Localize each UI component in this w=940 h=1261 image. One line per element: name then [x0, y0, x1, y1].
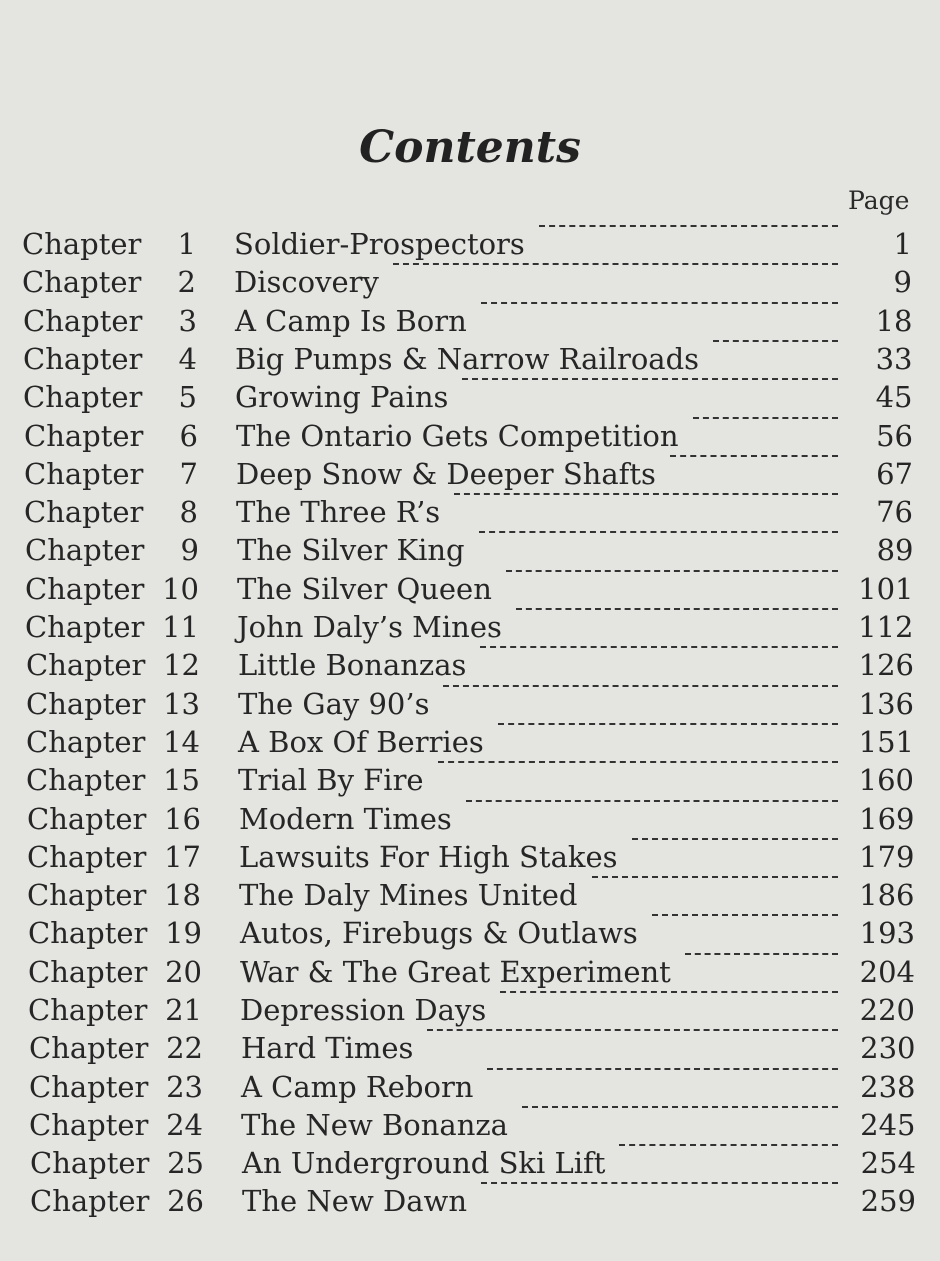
- chapter-page-number: 101: [858, 572, 914, 606]
- toc-row: [0, 876, 940, 914]
- dot-leader: [481, 1182, 838, 1184]
- chapter-number: 21: [165, 993, 202, 1027]
- chapter-number: 5: [178, 380, 197, 414]
- toc-row: [0, 1106, 940, 1144]
- dot-leader: [462, 378, 838, 380]
- toc-row: [0, 991, 940, 1029]
- chapter-word: Chapter: [28, 993, 148, 1027]
- toc-row: [0, 570, 940, 608]
- chapter-number: 25: [167, 1146, 204, 1180]
- chapter-page-number: 1: [893, 227, 912, 261]
- chapter-title: Modern Times: [239, 802, 452, 836]
- chapter-word: Chapter: [29, 1070, 149, 1104]
- chapter-number: 16: [164, 802, 201, 836]
- dot-leader: [652, 914, 838, 916]
- chapter-title: Deep Snow & Deeper Shafts: [236, 457, 656, 491]
- chapter-page-number: 45: [875, 380, 913, 414]
- toc-row: [0, 838, 940, 876]
- dot-leader: [685, 953, 838, 955]
- chapter-title: The Ontario Gets Competition: [236, 419, 679, 453]
- chapter-page-number: 179: [859, 840, 915, 874]
- chapter-title: The Silver Queen: [237, 572, 492, 606]
- chapter-title: Autos, Firebugs & Outlaws: [240, 916, 638, 950]
- toc-row: [0, 914, 940, 952]
- dot-leader: [539, 225, 838, 227]
- chapter-word: Chapter: [23, 380, 143, 414]
- toc-row: [0, 417, 940, 455]
- chapter-page-number: 259: [860, 1184, 916, 1218]
- chapter-word: Chapter: [24, 457, 144, 491]
- chapter-page-number: 220: [859, 993, 915, 1027]
- toc-row: [0, 685, 940, 723]
- chapter-word: Chapter: [28, 955, 148, 989]
- dot-leader: [427, 1029, 838, 1031]
- chapter-number: 7: [179, 457, 198, 491]
- chapter-page-number: 67: [876, 457, 913, 491]
- chapter-number: 18: [164, 878, 201, 912]
- chapter-page-number: 136: [858, 687, 914, 721]
- chapter-title: Lawsuits For High Stakes: [239, 840, 618, 874]
- toc-row: [0, 953, 940, 991]
- chapter-page-number: 9: [893, 265, 912, 299]
- chapter-word: Chapter: [27, 840, 147, 874]
- chapter-page-number: 89: [876, 533, 914, 567]
- chapter-word: Chapter: [26, 725, 146, 759]
- chapter-number: 2: [177, 265, 196, 299]
- toc-row: [0, 1068, 940, 1106]
- chapter-title: Trial By Fire: [238, 763, 424, 797]
- chapter-page-number: 186: [859, 878, 915, 912]
- chapter-word: Chapter: [22, 227, 142, 261]
- chapter-number: 1: [177, 227, 196, 261]
- chapter-title: Little Bonanzas: [238, 648, 467, 682]
- toc-row: [0, 378, 940, 416]
- chapter-number: 11: [162, 610, 199, 644]
- chapter-title: A Camp Reborn: [241, 1070, 474, 1104]
- chapter-title: Depression Days: [240, 993, 487, 1027]
- chapter-number: 12: [163, 648, 200, 682]
- chapter-page-number: 160: [858, 763, 914, 797]
- chapter-number: 9: [180, 533, 199, 567]
- chapter-page-number: 204: [859, 955, 915, 989]
- dot-leader: [516, 608, 838, 610]
- dot-leader: [454, 493, 838, 495]
- chapter-title: The Gay 90’s: [238, 687, 430, 721]
- chapter-title: John Daly’s Mines: [237, 610, 502, 644]
- dot-leader: [393, 263, 838, 265]
- chapter-word: Chapter: [23, 304, 143, 338]
- dot-leader: [500, 991, 838, 993]
- toc-row: [0, 723, 940, 761]
- dot-leader: [480, 646, 838, 648]
- chapter-title: War & The Great Experiment: [240, 955, 671, 989]
- chapter-number: 26: [167, 1184, 204, 1218]
- chapter-word: Chapter: [24, 495, 144, 529]
- dot-leader: [693, 417, 838, 419]
- chapter-title: The New Dawn: [242, 1184, 468, 1218]
- chapter-title: The Silver King: [237, 533, 465, 567]
- chapter-title: A Box Of Berries: [238, 725, 484, 759]
- chapter-word: Chapter: [29, 1108, 149, 1142]
- chapter-number: 22: [166, 1031, 203, 1065]
- chapter-page-number: 230: [860, 1031, 916, 1065]
- chapter-title: The New Bonanza: [241, 1108, 508, 1142]
- chapter-page-number: 238: [860, 1070, 916, 1104]
- chapter-number: 15: [163, 763, 200, 797]
- chapter-title: Big Pumps & Narrow Railroads: [235, 342, 700, 376]
- chapter-page-number: 169: [859, 802, 915, 836]
- chapter-number: 19: [165, 916, 202, 950]
- chapter-number: 10: [162, 572, 199, 606]
- chapter-page-number: 151: [858, 725, 914, 759]
- chapter-page-number: 245: [860, 1108, 916, 1142]
- chapter-word: Chapter: [30, 1146, 150, 1180]
- chapter-page-number: 112: [858, 610, 914, 644]
- chapter-word: Chapter: [27, 802, 147, 836]
- chapter-word: Chapter: [26, 648, 146, 682]
- dot-leader: [487, 1068, 838, 1070]
- dot-leader: [498, 723, 838, 725]
- chapter-number: 8: [179, 495, 198, 529]
- toc-row: [0, 340, 940, 378]
- chapter-page-number: 76: [876, 495, 913, 529]
- chapter-word: Chapter: [26, 763, 146, 797]
- chapter-page-number: 33: [875, 342, 913, 376]
- chapter-word: Chapter: [26, 687, 146, 721]
- toc-row: [0, 1144, 940, 1182]
- chapter-number: 23: [166, 1070, 203, 1104]
- chapter-number: 13: [163, 687, 200, 721]
- chapter-title: Soldier-Prospectors: [234, 227, 525, 261]
- chapter-word: Chapter: [25, 610, 145, 644]
- toc-row: [0, 800, 940, 838]
- dot-leader: [592, 876, 838, 878]
- chapter-number: 4: [178, 342, 197, 376]
- dot-leader: [438, 761, 838, 763]
- page-column-label: Page: [848, 186, 910, 215]
- chapter-page-number: 254: [860, 1146, 916, 1180]
- chapter-number: 3: [178, 304, 197, 338]
- dot-leader: [466, 800, 838, 802]
- chapter-page-number: 126: [858, 648, 914, 682]
- chapter-page-number: 193: [859, 916, 915, 950]
- chapter-number: 17: [164, 840, 201, 874]
- chapter-word: Chapter: [24, 419, 144, 453]
- dot-leader: [632, 838, 838, 840]
- dot-leader: [479, 531, 838, 533]
- dot-leader: [670, 455, 838, 457]
- chapter-word: Chapter: [22, 265, 142, 299]
- toc-row: [0, 455, 940, 493]
- contents-heading: Contents: [359, 122, 581, 173]
- toc-row: [0, 302, 940, 340]
- chapter-title: Discovery: [234, 265, 379, 299]
- dot-leader: [619, 1144, 838, 1146]
- chapter-number: 6: [179, 419, 198, 453]
- chapter-word: Chapter: [27, 878, 147, 912]
- chapter-word: Chapter: [28, 916, 148, 950]
- toc-row: [0, 761, 940, 799]
- toc-row: [0, 1029, 940, 1067]
- chapter-title: Hard Times: [241, 1031, 414, 1065]
- toc-row: [0, 1182, 940, 1220]
- toc-row: [0, 531, 940, 569]
- dot-leader: [713, 340, 838, 342]
- chapter-word: Chapter: [29, 1031, 149, 1065]
- chapter-page-number: 56: [876, 419, 913, 453]
- chapter-title: The Three R’s: [236, 495, 441, 529]
- toc-row: [0, 646, 940, 684]
- chapter-word: Chapter: [23, 342, 143, 376]
- chapter-number: 20: [165, 955, 202, 989]
- chapter-word: Chapter: [30, 1184, 150, 1218]
- toc-row: [0, 493, 940, 531]
- toc-row: [0, 608, 940, 646]
- dot-leader: [481, 302, 838, 304]
- chapter-title: The Daly Mines United: [239, 878, 578, 912]
- chapter-number: 14: [163, 725, 200, 759]
- dot-leader: [522, 1106, 838, 1108]
- toc-row: [0, 225, 940, 263]
- chapter-number: 24: [166, 1108, 203, 1142]
- chapter-word: Chapter: [25, 533, 145, 567]
- chapter-word: Chapter: [25, 572, 145, 606]
- chapter-page-number: 18: [875, 304, 913, 338]
- toc-row: [0, 263, 940, 301]
- chapter-title: Growing Pains: [235, 380, 449, 414]
- dot-leader: [443, 685, 838, 687]
- chapter-title: A Camp Is Born: [235, 304, 467, 338]
- chapter-title: An Underground Ski Lift: [242, 1146, 606, 1180]
- dot-leader: [506, 570, 838, 572]
